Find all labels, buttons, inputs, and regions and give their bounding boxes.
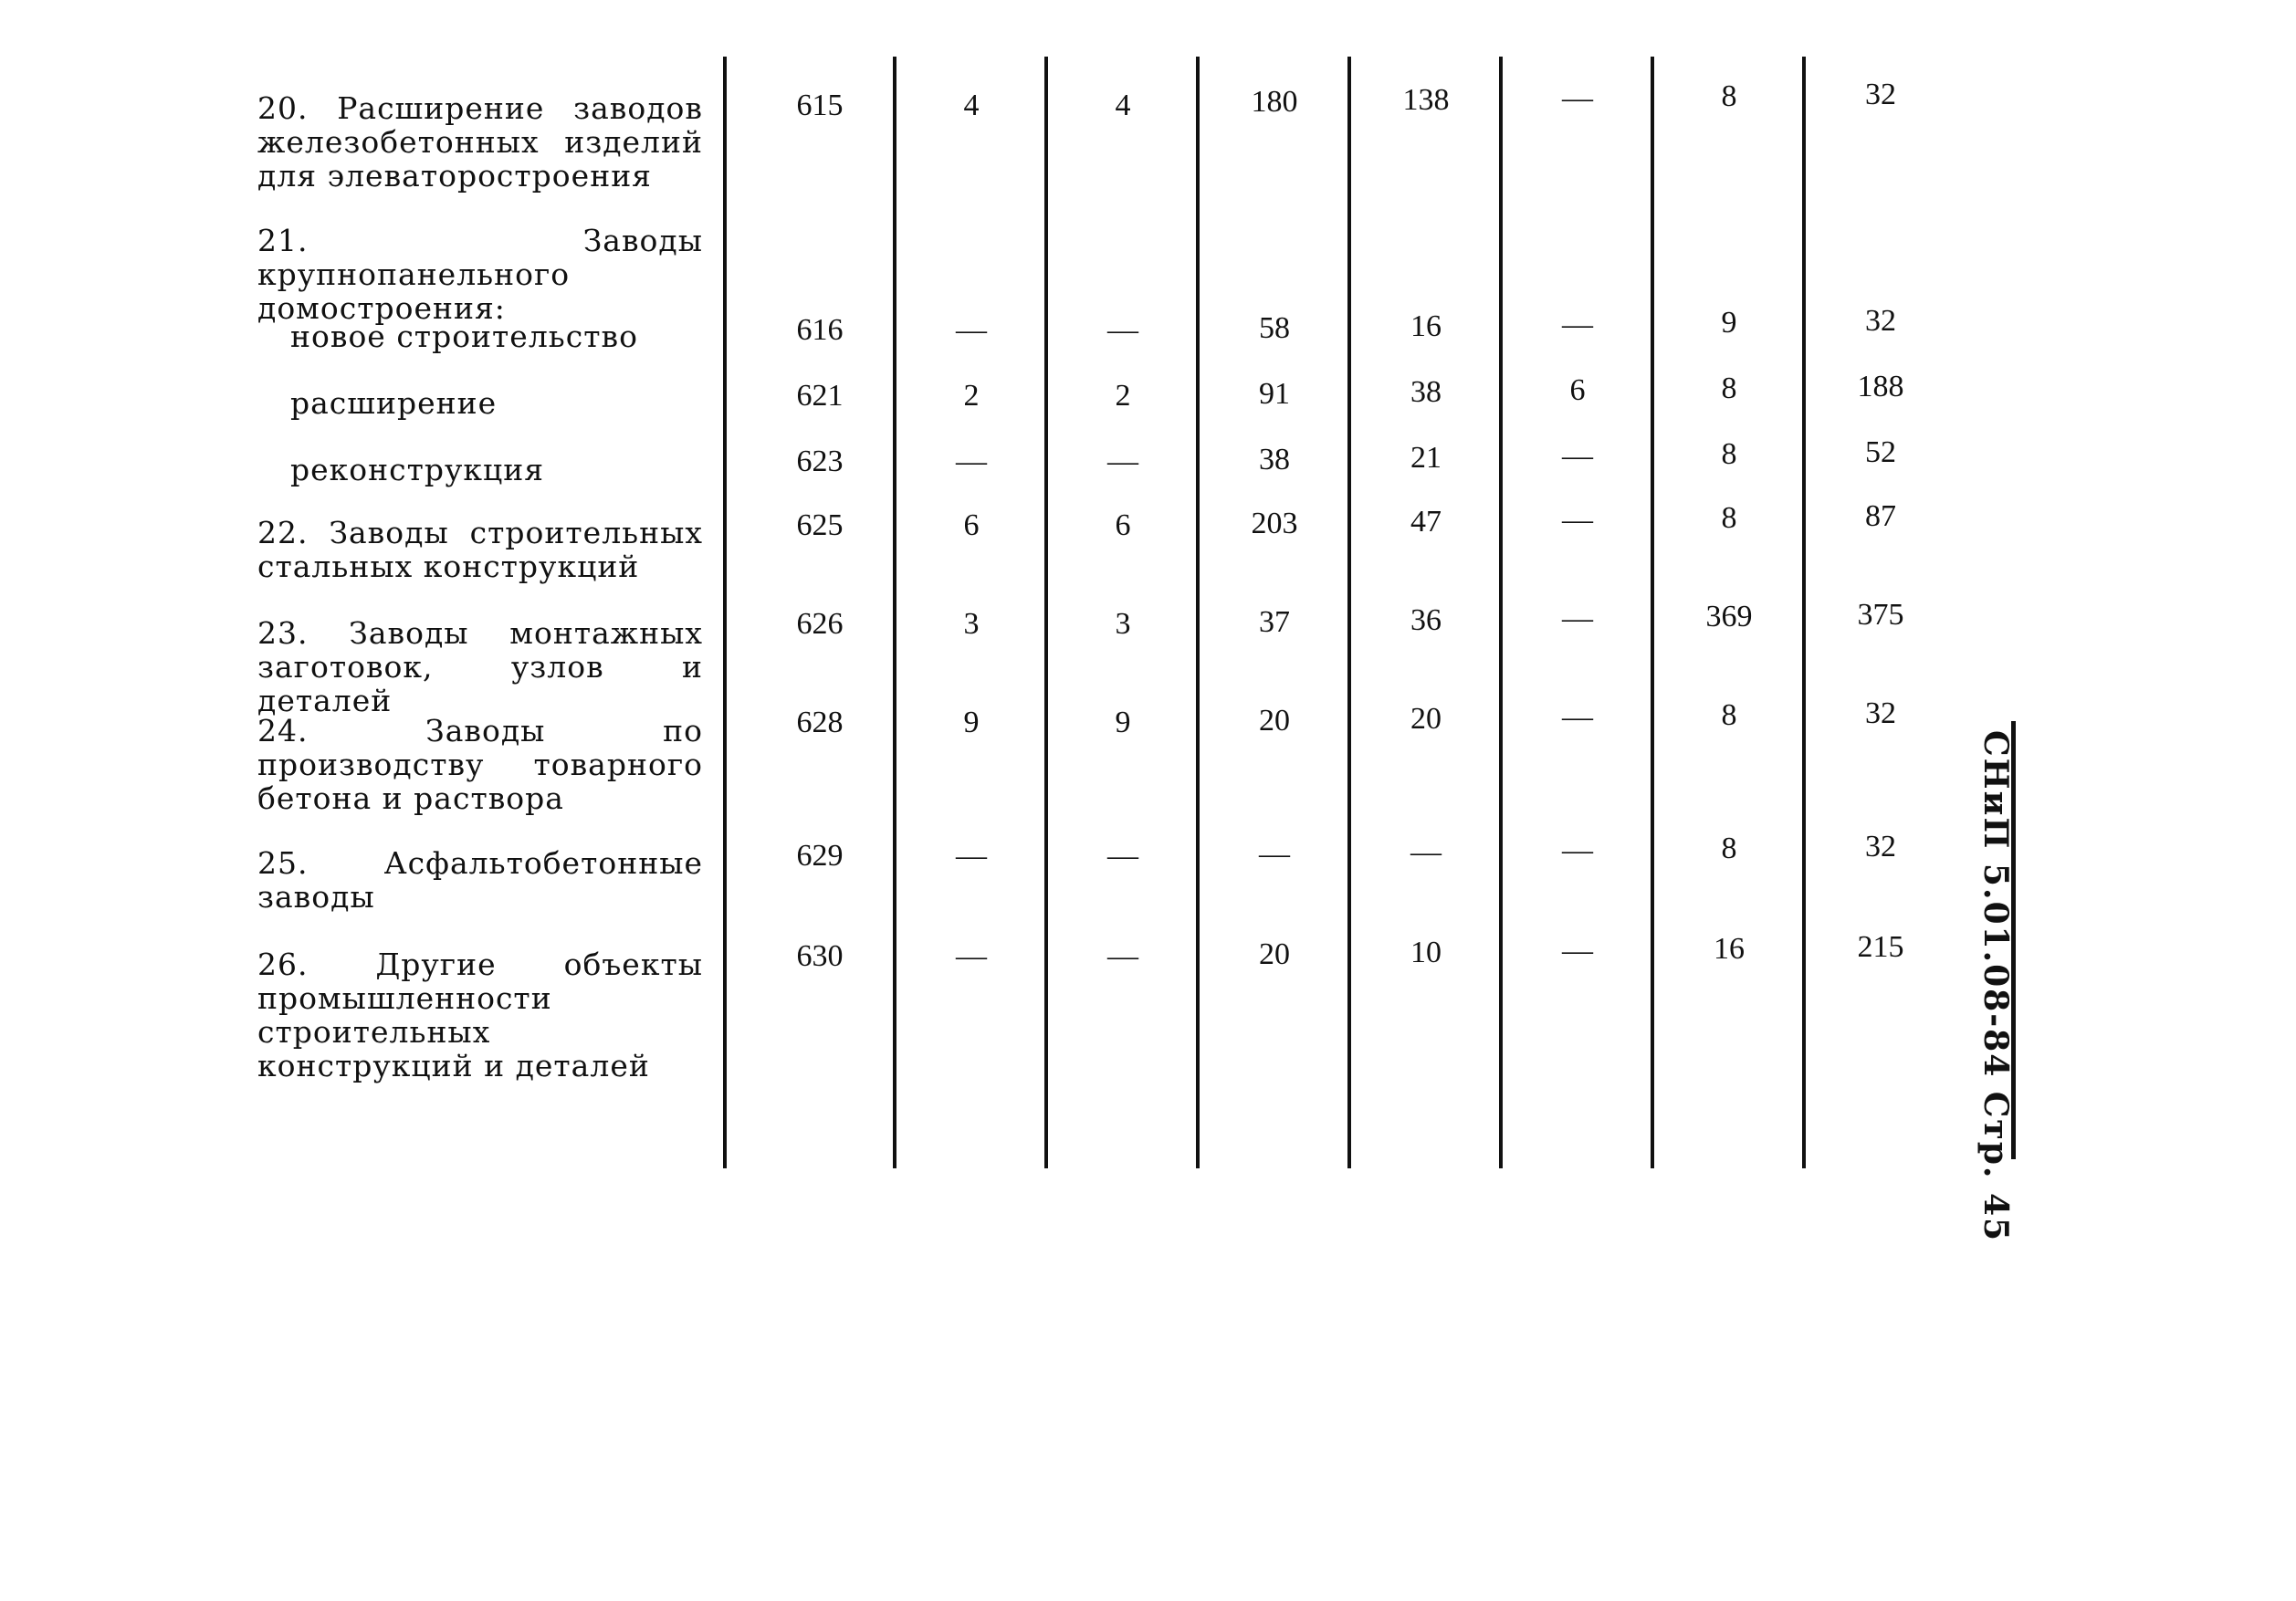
table-cell: 629 [796,839,844,873]
table-cell: — [956,839,987,873]
table-cell: 3 [963,607,980,641]
column-rule [893,57,896,1168]
table-cell: — [1562,700,1593,734]
table-cell: 630 [796,939,844,973]
table-cell: 369 [1705,600,1753,633]
table-cell: 6 [1569,373,1586,407]
table-cell: — [1562,602,1593,635]
table-cell: 215 [1857,930,1904,964]
column-rule [1651,57,1654,1168]
table-cell: 16 [1410,309,1442,343]
table-cell: 8 [1721,437,1737,471]
table-cell: 32 [1865,304,1896,338]
table-cell: 188 [1857,370,1904,403]
table-cell: 20 [1259,704,1290,738]
table-cell: — [1107,839,1138,873]
table-cell: — [1562,308,1593,341]
column-rule [723,57,727,1168]
table-cell: 58 [1259,311,1290,345]
table-cell: 180 [1251,85,1298,119]
table-cell: 203 [1251,507,1298,540]
table-cell: 628 [796,706,844,739]
table-cell: 4 [963,89,980,122]
column-rule [1347,57,1351,1168]
table-cell: 9 [1721,306,1737,340]
table-cell: 47 [1410,505,1442,539]
table-cell: 32 [1865,830,1896,863]
table-cell: — [1107,445,1138,478]
table-cell: 20 [1410,702,1442,736]
row-description: 20. Расширение заводов железобетонных изделий для элеваторостроения [257,90,703,194]
table-cell: 2 [1115,379,1131,413]
row-description: новое строительство [290,319,638,354]
table-cell: 8 [1721,832,1737,865]
table-cell: 91 [1259,377,1290,411]
row-description: 22. Заводы строительных стальных конструкций [257,515,703,584]
table-cell: 4 [1115,89,1131,122]
row-description: реконструкция [290,452,545,487]
table-cell: 626 [796,607,844,641]
table-cell: 621 [796,379,844,413]
row-description: 23. Заводы монтажных заготовок, узлов и деталей [257,615,703,718]
table-cell: 87 [1865,499,1896,533]
row-description: 25. Асфальтобетонные заводы [257,845,703,915]
column-rule [1499,57,1503,1168]
table-cell: 36 [1410,603,1442,637]
table-cell: — [1410,835,1442,869]
table-cell: 32 [1865,78,1896,111]
table-cell: 616 [796,313,844,347]
table-cell: 2 [963,379,980,413]
table-cell: — [1562,934,1593,968]
row-description: 24. Заводы по производству товарного бетона и раствора [257,713,703,816]
table-cell: 38 [1259,443,1290,476]
column-rule [1196,57,1200,1168]
table-cell: — [1562,81,1593,115]
column-rule [1044,57,1048,1168]
table-cell: 9 [963,706,980,739]
column-rule [1802,57,1806,1168]
table-cell: 9 [1115,706,1131,739]
table-cell: 6 [1115,508,1131,542]
table-cell: 138 [1402,83,1450,117]
table-cell: — [956,445,987,478]
row-description: расширение [290,385,498,421]
table-cell: 8 [1721,79,1737,113]
table-cell: — [1562,503,1593,537]
page-reference-label: СНиП 5.01.08-84 Стр. 45 [1976,730,2015,1243]
table-cell: — [1107,313,1138,347]
table-cell: 16 [1714,932,1745,966]
table-cell: 375 [1857,598,1904,632]
table-cell: — [956,939,987,973]
table-cell: 20 [1259,937,1290,971]
row-description: 26. Другие объекты промышленности строительных конструкций и деталей [257,947,703,1083]
table-cell: 3 [1115,607,1131,641]
table-cell: — [1562,833,1593,867]
table-cell: — [1107,939,1138,973]
table-cell: 37 [1259,605,1290,639]
table-cell: 21 [1410,441,1442,475]
table-cell: 38 [1410,375,1442,409]
table-cell: 615 [796,89,844,122]
table-cell: 625 [796,508,844,542]
table-cell: 6 [963,508,980,542]
table-cell: 32 [1865,696,1896,730]
table-cell: 8 [1721,501,1737,535]
table-cell: 8 [1721,698,1737,732]
table-cell: 52 [1865,435,1896,469]
table-cell: 10 [1410,936,1442,969]
table-cell: — [1259,837,1290,871]
table-cell: — [956,313,987,347]
table-cell: 8 [1721,371,1737,405]
table-cell: 623 [796,445,844,478]
table-cell: — [1562,439,1593,473]
row-description: 21. Заводы крупнопанельного домостроения: [257,223,703,326]
